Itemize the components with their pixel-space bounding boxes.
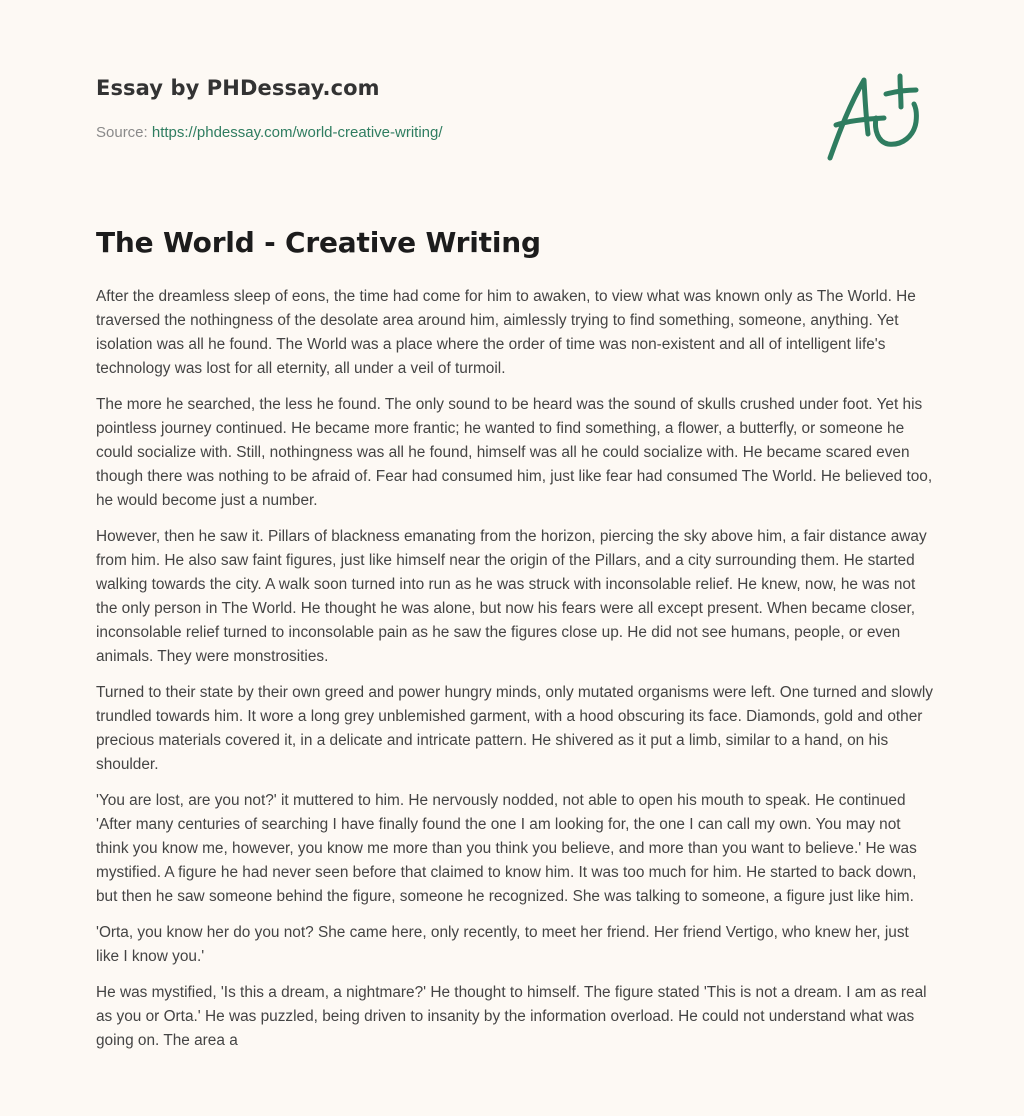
source-link[interactable]: https://phdessay.com/world-creative-writing/ — [151, 124, 443, 141]
essay-paragraph: 'Orta, you know her do you not? She came here, only recently, to meet her friend. Her friend Vertigo, who knew her, just like I know you.' — [96, 924, 909, 965]
source-label: Source: — [96, 124, 152, 141]
source-line — [96, 124, 443, 141]
essay-paragraph: After the dreamless sleep of eons, the time had come for him to awaken, to view what was known only as The World. He traversed the nothingness of the desolate area around him, aimlessly trying to find something, someone, anything. Yet isolation was all he found. The World was a place where the order of time was non-existent and all of intelligent life's technology was lost for all eternity, all under a veil of turmoil. — [96, 288, 916, 377]
essay-paragraph: The more he searched, the less he found. The only sound to be heard was the sound of skulls crushed under foot. Yet his pointless journey continued. He became more frantic; he wanted to find something, a flower, a butterfly, or someone he could socialize with. Still, nothingness was all he found, himself was all he could socialize with. He became scared even though there was nothing to be afraid of. Fear had consumed him, just like fear had consumed The World. He believed too, he would become just a number. — [96, 396, 933, 509]
site-title: Essay by PHDessay.com — [96, 76, 380, 100]
a-plus-grade-icon — [824, 70, 928, 162]
essay-paragraph: Turned to their state by their own greed and power hungry minds, only mutated organisms were left. One turned and slowly trundled towards him. It wore a long grey unblemished garment, with a hood obscuring its face. Diamonds, gold and other precious materials covered it, in a delicate and intricate pattern. He shivered as it put a limb, similar to a hand, on his shoulder. — [96, 684, 933, 773]
essay-paragraph: 'You are lost, are you not?' it muttered to him. He nervously nodded, not able to open his mouth to speak. He continued 'After many centuries of searching I have finally found the one I am looking for, the one I can call my own. You may not think you know me, however, you know me more than you think you believe, and more than you want to believe.' He was mystified. A figure he had never seen before that claimed to know him. It was too much for him. He started to back down, but then he saw someone behind the figure, someone he recognized. She was talking to someone, a figure just like him. — [96, 792, 917, 905]
essay-title: The World - Creative Writing — [96, 226, 541, 259]
essay-body — [96, 285, 936, 1065]
essay-paragraph: He was mystified, 'Is this a dream, a nightmare?' He thought to himself. The figure stated 'This is not a dream. I am as real as you or Orta.' He was puzzled, being driven to insanity by the information overload. He could not understand what was going on. The area a — [96, 984, 927, 1049]
essay-paragraph: However, then he saw it. Pillars of blackness emanating from the horizon, piercing the sky above him, a fair distance away from him. He also saw faint figures, just like himself near the origin of the Pillars, and a city surrounding them. He started walking towards the city. A walk soon turned into run as he was struck with inconsolable relief. He knew, now, he was not the only person in The World. He thought he was alone, but now his fears were all except present. When became closer, inconsolable relief turned to inconsolable pain as he saw the figures close up. He did not see humans, people, or even animals. They were monstrosities. — [96, 528, 927, 665]
